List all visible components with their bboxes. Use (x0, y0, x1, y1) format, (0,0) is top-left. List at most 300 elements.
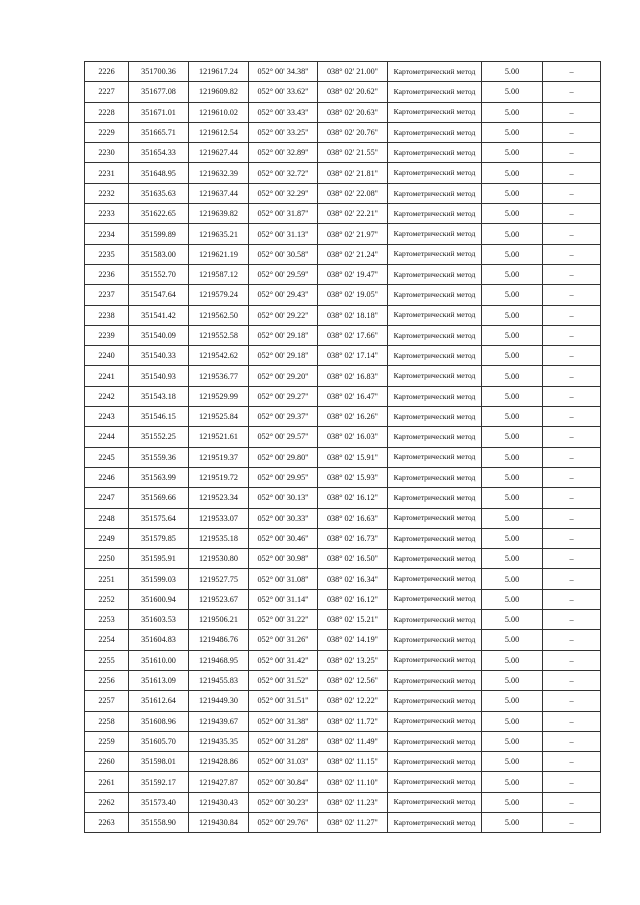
cell-note: – (543, 82, 601, 102)
cell-longitude: 038° 02' 16.26" (318, 407, 388, 427)
cell-accuracy: 5.00 (482, 62, 543, 82)
cell-longitude: 038° 02' 22.08" (318, 183, 388, 203)
coordinates-table-body (85, 62, 601, 833)
cell-longitude: 038° 02' 16.63" (318, 508, 388, 528)
cell-accuracy: 5.00 (482, 528, 543, 548)
cell-coord-y: 1219617.24 (189, 62, 249, 82)
cell-longitude: 038° 02' 16.34" (318, 569, 388, 589)
cell-accuracy: 5.00 (482, 731, 543, 751)
cell-note: – (543, 752, 601, 772)
cell-note: – (543, 366, 601, 386)
cell-coord-y: 1219579.24 (189, 285, 249, 305)
cell-coord-x: 351575.64 (129, 508, 189, 528)
cell-note: – (543, 224, 601, 244)
cell-method: Картометрический метод (388, 122, 482, 142)
cell-note: – (543, 670, 601, 690)
table-row (85, 569, 601, 589)
cell-coord-y: 1219430.84 (189, 812, 249, 832)
cell-note: – (543, 386, 601, 406)
cell-note: – (543, 650, 601, 670)
cell-note: – (543, 508, 601, 528)
cell-note: – (543, 447, 601, 467)
cell-note: – (543, 772, 601, 792)
cell-latitude: 052° 00' 30.33" (249, 508, 318, 528)
cell-coord-x: 351583.00 (129, 244, 189, 264)
table-row (85, 508, 601, 528)
cell-method: Картометрический метод (388, 467, 482, 487)
cell-accuracy: 5.00 (482, 346, 543, 366)
cell-latitude: 052° 00' 31.87" (249, 204, 318, 224)
cell-accuracy: 5.00 (482, 772, 543, 792)
cell-point-number: 2239 (85, 325, 129, 345)
table-row (85, 670, 601, 690)
cell-longitude: 038° 02' 16.12" (318, 589, 388, 609)
cell-coord-x: 351648.95 (129, 163, 189, 183)
cell-point-number: 2237 (85, 285, 129, 305)
cell-longitude: 038° 02' 16.03" (318, 427, 388, 447)
cell-latitude: 052° 00' 29.22" (249, 305, 318, 325)
cell-point-number: 2249 (85, 528, 129, 548)
cell-method: Картометрический метод (388, 447, 482, 467)
cell-accuracy: 5.00 (482, 691, 543, 711)
cell-coord-y: 1219609.82 (189, 82, 249, 102)
cell-accuracy: 5.00 (482, 467, 543, 487)
cell-coord-x: 351552.25 (129, 427, 189, 447)
cell-note: – (543, 569, 601, 589)
cell-latitude: 052° 00' 31.03" (249, 752, 318, 772)
cell-latitude: 052° 00' 31.22" (249, 610, 318, 630)
cell-latitude: 052° 00' 31.42" (249, 650, 318, 670)
cell-longitude: 038° 02' 11.15" (318, 752, 388, 772)
table-row (85, 589, 601, 609)
cell-accuracy: 5.00 (482, 82, 543, 102)
table-row (85, 183, 601, 203)
cell-longitude: 038° 02' 21.97" (318, 224, 388, 244)
cell-coord-y: 1219529.99 (189, 386, 249, 406)
cell-method: Картометрический метод (388, 183, 482, 203)
cell-accuracy: 5.00 (482, 610, 543, 630)
table-row (85, 691, 601, 711)
cell-method: Картометрический метод (388, 752, 482, 772)
cell-note: – (543, 812, 601, 832)
cell-note: – (543, 467, 601, 487)
cell-accuracy: 5.00 (482, 244, 543, 264)
cell-method: Картометрический метод (388, 62, 482, 82)
cell-point-number: 2241 (85, 366, 129, 386)
cell-accuracy: 5.00 (482, 204, 543, 224)
cell-method: Картометрический метод (388, 244, 482, 264)
cell-coord-y: 1219468.95 (189, 650, 249, 670)
cell-coord-y: 1219455.83 (189, 670, 249, 690)
cell-method: Картометрический метод (388, 366, 482, 386)
cell-accuracy: 5.00 (482, 325, 543, 345)
cell-coord-y: 1219430.43 (189, 792, 249, 812)
cell-method: Картометрический метод (388, 305, 482, 325)
cell-coord-y: 1219635.21 (189, 224, 249, 244)
cell-coord-y: 1219587.12 (189, 264, 249, 284)
cell-coord-x: 351552.70 (129, 264, 189, 284)
cell-latitude: 052° 00' 29.76" (249, 812, 318, 832)
cell-coord-y: 1219542.62 (189, 346, 249, 366)
cell-coord-x: 351635.63 (129, 183, 189, 203)
cell-coord-y: 1219637.44 (189, 183, 249, 203)
cell-longitude: 038° 02' 22.21" (318, 204, 388, 224)
cell-longitude: 038° 02' 13.25" (318, 650, 388, 670)
cell-coord-x: 351598.01 (129, 752, 189, 772)
cell-longitude: 038° 02' 16.47" (318, 386, 388, 406)
cell-method: Картометрический метод (388, 630, 482, 650)
cell-point-number: 2246 (85, 467, 129, 487)
cell-note: – (543, 589, 601, 609)
cell-point-number: 2231 (85, 163, 129, 183)
cell-coord-x: 351579.85 (129, 528, 189, 548)
cell-coord-x: 351546.15 (129, 407, 189, 427)
table-row (85, 264, 601, 284)
cell-point-number: 2258 (85, 711, 129, 731)
cell-method: Картометрический метод (388, 386, 482, 406)
cell-coord-x: 351540.09 (129, 325, 189, 345)
cell-point-number: 2230 (85, 143, 129, 163)
cell-method: Картометрический метод (388, 163, 482, 183)
cell-method: Картометрический метод (388, 812, 482, 832)
cell-coord-y: 1219506.21 (189, 610, 249, 630)
cell-accuracy: 5.00 (482, 407, 543, 427)
cell-point-number: 2260 (85, 752, 129, 772)
cell-note: – (543, 549, 601, 569)
cell-accuracy: 5.00 (482, 488, 543, 508)
cell-accuracy: 5.00 (482, 285, 543, 305)
cell-latitude: 052° 00' 31.51" (249, 691, 318, 711)
cell-coord-x: 351540.93 (129, 366, 189, 386)
cell-longitude: 038° 02' 21.24" (318, 244, 388, 264)
cell-longitude: 038° 02' 15.91" (318, 447, 388, 467)
cell-latitude: 052° 00' 32.72" (249, 163, 318, 183)
cell-longitude: 038° 02' 15.21" (318, 610, 388, 630)
cell-accuracy: 5.00 (482, 224, 543, 244)
cell-note: – (543, 407, 601, 427)
cell-accuracy: 5.00 (482, 447, 543, 467)
cell-point-number: 2255 (85, 650, 129, 670)
cell-longitude: 038° 02' 11.23" (318, 792, 388, 812)
cell-coord-x: 351599.89 (129, 224, 189, 244)
cell-point-number: 2250 (85, 549, 129, 569)
cell-point-number: 2235 (85, 244, 129, 264)
cell-accuracy: 5.00 (482, 670, 543, 690)
cell-coord-x: 351671.01 (129, 102, 189, 122)
cell-coord-y: 1219523.34 (189, 488, 249, 508)
cell-latitude: 052° 00' 31.52" (249, 670, 318, 690)
cell-note: – (543, 62, 601, 82)
cell-point-number: 2244 (85, 427, 129, 447)
cell-longitude: 038° 02' 21.55" (318, 143, 388, 163)
table-row (85, 427, 601, 447)
cell-latitude: 052° 00' 29.57" (249, 427, 318, 447)
cell-method: Картометрический метод (388, 589, 482, 609)
cell-point-number: 2243 (85, 407, 129, 427)
cell-longitude: 038° 02' 15.93" (318, 467, 388, 487)
cell-longitude: 038° 02' 17.66" (318, 325, 388, 345)
cell-method: Картометрический метод (388, 731, 482, 751)
cell-method: Картометрический метод (388, 488, 482, 508)
cell-point-number: 2228 (85, 102, 129, 122)
cell-longitude: 038° 02' 21.81" (318, 163, 388, 183)
cell-latitude: 052° 00' 31.14" (249, 589, 318, 609)
cell-longitude: 038° 02' 18.18" (318, 305, 388, 325)
cell-coord-x: 351612.64 (129, 691, 189, 711)
cell-note: – (543, 143, 601, 163)
cell-longitude: 038° 02' 20.76" (318, 122, 388, 142)
cell-longitude: 038° 02' 11.72" (318, 711, 388, 731)
cell-coord-y: 1219535.18 (189, 528, 249, 548)
cell-accuracy: 5.00 (482, 143, 543, 163)
cell-coord-y: 1219536.77 (189, 366, 249, 386)
cell-coord-y: 1219533.07 (189, 508, 249, 528)
cell-coord-y: 1219552.58 (189, 325, 249, 345)
cell-accuracy: 5.00 (482, 427, 543, 447)
cell-point-number: 2247 (85, 488, 129, 508)
table-row (85, 772, 601, 792)
cell-coord-x: 351569.66 (129, 488, 189, 508)
cell-note: – (543, 264, 601, 284)
table-row (85, 204, 601, 224)
cell-latitude: 052° 00' 30.46" (249, 528, 318, 548)
table-row (85, 122, 601, 142)
table-row (85, 285, 601, 305)
cell-longitude: 038° 02' 11.10" (318, 772, 388, 792)
cell-accuracy: 5.00 (482, 792, 543, 812)
cell-coord-y: 1219562.50 (189, 305, 249, 325)
cell-longitude: 038° 02' 16.12" (318, 488, 388, 508)
cell-accuracy: 5.00 (482, 122, 543, 142)
cell-note: – (543, 285, 601, 305)
cell-accuracy: 5.00 (482, 386, 543, 406)
cell-latitude: 052° 00' 30.58" (249, 244, 318, 264)
cell-coord-y: 1219486.76 (189, 630, 249, 650)
cell-latitude: 052° 00' 29.95" (249, 467, 318, 487)
cell-method: Картометрический метод (388, 427, 482, 447)
cell-method: Картометрический метод (388, 325, 482, 345)
table-row (85, 366, 601, 386)
cell-method: Картометрический метод (388, 772, 482, 792)
cell-latitude: 052° 00' 30.84" (249, 772, 318, 792)
table-row (85, 812, 601, 832)
cell-method: Картометрический метод (388, 650, 482, 670)
cell-longitude: 038° 02' 11.27" (318, 812, 388, 832)
cell-coord-y: 1219439.67 (189, 711, 249, 731)
cell-accuracy: 5.00 (482, 812, 543, 832)
cell-coord-y: 1219519.72 (189, 467, 249, 487)
cell-method: Картометрический метод (388, 204, 482, 224)
cell-point-number: 2257 (85, 691, 129, 711)
cell-point-number: 2233 (85, 204, 129, 224)
cell-latitude: 052° 00' 33.43" (249, 102, 318, 122)
cell-method: Картометрический метод (388, 102, 482, 122)
table-row (85, 244, 601, 264)
cell-longitude: 038° 02' 19.05" (318, 285, 388, 305)
cell-note: – (543, 183, 601, 203)
cell-coord-x: 351563.99 (129, 467, 189, 487)
cell-longitude: 038° 02' 16.73" (318, 528, 388, 548)
cell-accuracy: 5.00 (482, 264, 543, 284)
cell-note: – (543, 630, 601, 650)
cell-note: – (543, 163, 601, 183)
cell-point-number: 2242 (85, 386, 129, 406)
cell-coord-y: 1219435.35 (189, 731, 249, 751)
table-row (85, 711, 601, 731)
cell-method: Картометрический метод (388, 528, 482, 548)
cell-longitude: 038° 02' 19.47" (318, 264, 388, 284)
cell-note: – (543, 711, 601, 731)
cell-point-number: 2251 (85, 569, 129, 589)
cell-coord-y: 1219428.86 (189, 752, 249, 772)
cell-point-number: 2226 (85, 62, 129, 82)
cell-latitude: 052° 00' 29.43" (249, 285, 318, 305)
cell-latitude: 052° 00' 30.98" (249, 549, 318, 569)
cell-coord-y: 1219519.37 (189, 447, 249, 467)
table-row (85, 731, 601, 751)
cell-method: Картометрический метод (388, 407, 482, 427)
table-row (85, 792, 601, 812)
cell-coord-x: 351595.91 (129, 549, 189, 569)
cell-coord-y: 1219639.82 (189, 204, 249, 224)
cell-point-number: 2259 (85, 731, 129, 751)
cell-point-number: 2232 (85, 183, 129, 203)
cell-latitude: 052° 00' 29.18" (249, 346, 318, 366)
table-row (85, 488, 601, 508)
cell-coord-y: 1219621.19 (189, 244, 249, 264)
cell-point-number: 2262 (85, 792, 129, 812)
cell-latitude: 052° 00' 29.80" (249, 447, 318, 467)
cell-note: – (543, 731, 601, 751)
cell-coord-x: 351543.18 (129, 386, 189, 406)
cell-coord-x: 351622.65 (129, 204, 189, 224)
table-row (85, 102, 601, 122)
cell-coord-x: 351603.53 (129, 610, 189, 630)
table-row (85, 62, 601, 82)
coordinates-table (84, 61, 601, 833)
cell-latitude: 052° 00' 31.08" (249, 569, 318, 589)
cell-note: – (543, 792, 601, 812)
cell-accuracy: 5.00 (482, 549, 543, 569)
cell-coord-x: 351573.40 (129, 792, 189, 812)
cell-longitude: 038° 02' 12.22" (318, 691, 388, 711)
cell-latitude: 052° 00' 29.37" (249, 407, 318, 427)
cell-method: Картометрический метод (388, 569, 482, 589)
cell-method: Картометрический метод (388, 285, 482, 305)
cell-point-number: 2252 (85, 589, 129, 609)
cell-coord-y: 1219527.75 (189, 569, 249, 589)
cell-longitude: 038° 02' 16.83" (318, 366, 388, 386)
cell-latitude: 052° 00' 29.59" (249, 264, 318, 284)
cell-method: Картометрический метод (388, 346, 482, 366)
cell-method: Картометрический метод (388, 82, 482, 102)
cell-note: – (543, 325, 601, 345)
cell-coord-x: 351605.70 (129, 731, 189, 751)
cell-latitude: 052° 00' 29.20" (249, 366, 318, 386)
cell-latitude: 052° 00' 30.13" (249, 488, 318, 508)
cell-method: Картометрический метод (388, 670, 482, 690)
cell-method: Картометрический метод (388, 792, 482, 812)
cell-accuracy: 5.00 (482, 650, 543, 670)
cell-note: – (543, 102, 601, 122)
cell-longitude: 038° 02' 17.14" (318, 346, 388, 366)
cell-point-number: 2248 (85, 508, 129, 528)
cell-coord-y: 1219610.02 (189, 102, 249, 122)
cell-coord-x: 351604.83 (129, 630, 189, 650)
cell-point-number: 2227 (85, 82, 129, 102)
cell-method: Картометрический метод (388, 549, 482, 569)
cell-latitude: 052° 00' 29.27" (249, 386, 318, 406)
cell-note: – (543, 244, 601, 264)
cell-coord-y: 1219521.61 (189, 427, 249, 447)
cell-accuracy: 5.00 (482, 508, 543, 528)
cell-point-number: 2236 (85, 264, 129, 284)
table-row (85, 143, 601, 163)
cell-point-number: 2253 (85, 610, 129, 630)
cell-latitude: 052° 00' 30.23" (249, 792, 318, 812)
cell-point-number: 2240 (85, 346, 129, 366)
cell-coord-x: 351600.94 (129, 589, 189, 609)
cell-method: Картометрический метод (388, 224, 482, 244)
table-row (85, 610, 601, 630)
cell-coord-y: 1219449.30 (189, 691, 249, 711)
cell-latitude: 052° 00' 29.18" (249, 325, 318, 345)
table-row (85, 630, 601, 650)
cell-note: – (543, 488, 601, 508)
cell-accuracy: 5.00 (482, 163, 543, 183)
cell-accuracy: 5.00 (482, 711, 543, 731)
cell-method: Картометрический метод (388, 711, 482, 731)
cell-accuracy: 5.00 (482, 305, 543, 325)
cell-coord-y: 1219523.67 (189, 589, 249, 609)
cell-accuracy: 5.00 (482, 752, 543, 772)
cell-accuracy: 5.00 (482, 589, 543, 609)
cell-point-number: 2245 (85, 447, 129, 467)
cell-coord-y: 1219525.84 (189, 407, 249, 427)
cell-point-number: 2261 (85, 772, 129, 792)
table-row (85, 386, 601, 406)
cell-coord-x: 351541.42 (129, 305, 189, 325)
cell-coord-y: 1219627.44 (189, 143, 249, 163)
cell-coord-y: 1219530.80 (189, 549, 249, 569)
table-row (85, 224, 601, 244)
cell-point-number: 2238 (85, 305, 129, 325)
cell-latitude: 052° 00' 32.89" (249, 143, 318, 163)
cell-latitude: 052° 00' 33.62" (249, 82, 318, 102)
cell-latitude: 052° 00' 32.29" (249, 183, 318, 203)
cell-latitude: 052° 00' 33.25" (249, 122, 318, 142)
cell-method: Картометрический метод (388, 691, 482, 711)
cell-coord-y: 1219612.54 (189, 122, 249, 142)
cell-note: – (543, 346, 601, 366)
cell-note: – (543, 122, 601, 142)
cell-coord-x: 351608.96 (129, 711, 189, 731)
cell-coord-y: 1219427.87 (189, 772, 249, 792)
cell-latitude: 052° 00' 31.26" (249, 630, 318, 650)
cell-longitude: 038° 02' 12.56" (318, 670, 388, 690)
cell-coord-x: 351558.90 (129, 812, 189, 832)
cell-point-number: 2263 (85, 812, 129, 832)
cell-longitude: 038° 02' 20.63" (318, 102, 388, 122)
cell-accuracy: 5.00 (482, 102, 543, 122)
cell-coord-x: 351613.09 (129, 670, 189, 690)
cell-method: Картометрический метод (388, 508, 482, 528)
cell-longitude: 038° 02' 11.49" (318, 731, 388, 751)
cell-coord-x: 351610.00 (129, 650, 189, 670)
cell-note: – (543, 204, 601, 224)
table-row (85, 305, 601, 325)
cell-longitude: 038° 02' 16.50" (318, 549, 388, 569)
